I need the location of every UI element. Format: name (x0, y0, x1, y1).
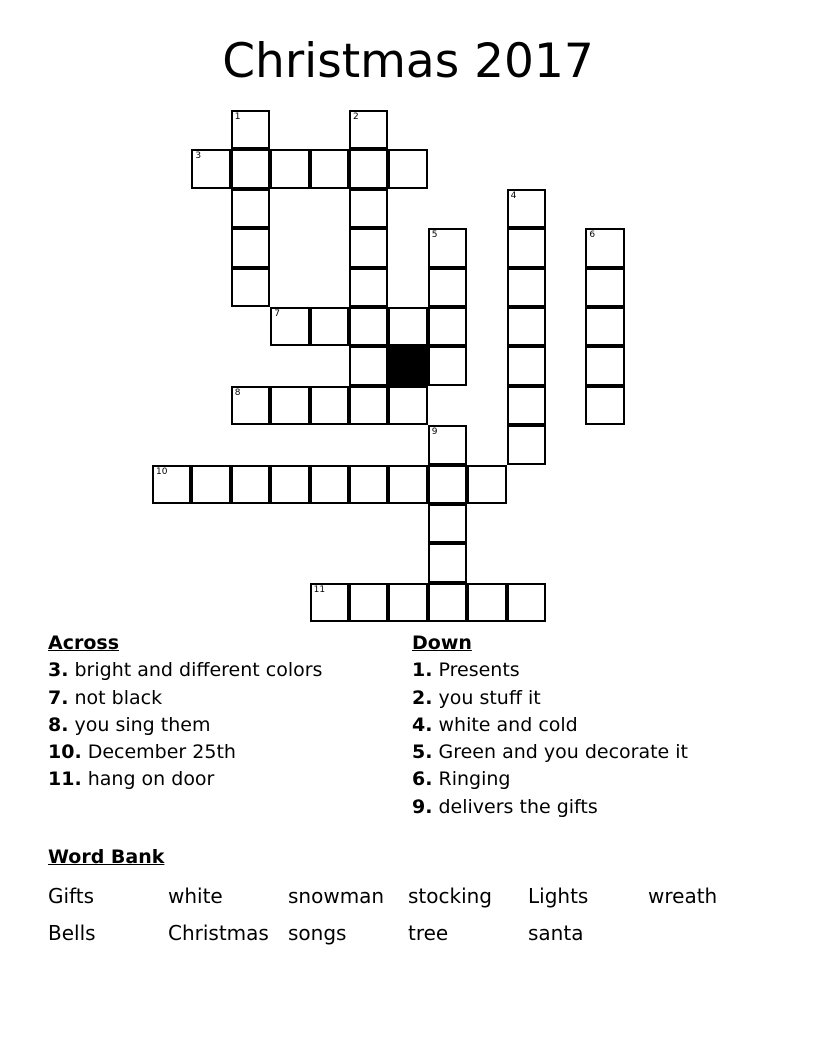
grid-cell[interactable] (388, 386, 427, 425)
grid-cell[interactable] (231, 268, 270, 307)
word-bank-word: Gifts (48, 884, 95, 908)
across-clue (48, 712, 322, 739)
grid-cell[interactable] (310, 149, 349, 188)
grid-cell[interactable] (428, 307, 467, 346)
grid-cell[interactable] (585, 346, 624, 385)
down-clue (412, 794, 688, 821)
grid-cell[interactable] (428, 268, 467, 307)
grid-cell[interactable] (191, 149, 230, 188)
grid-cell[interactable] (507, 307, 546, 346)
grid-cell[interactable] (585, 228, 624, 267)
clue-text: you stuff it (438, 686, 541, 709)
grid-cell[interactable] (270, 465, 309, 504)
grid-cell[interactable] (388, 465, 427, 504)
grid-cell[interactable] (428, 504, 467, 543)
word-bank-word: snowman (288, 884, 385, 908)
clue-text: Presents (438, 659, 520, 682)
grid-cell[interactable] (585, 307, 624, 346)
clue-number: 10. (48, 741, 82, 764)
clue-number: 3. (48, 659, 69, 682)
grid-cell[interactable] (388, 583, 427, 622)
grid-cell[interactable] (349, 149, 388, 188)
grid-cell[interactable] (231, 465, 270, 504)
grid-cell[interactable] (191, 465, 230, 504)
black-cell (388, 346, 427, 385)
grid-cell[interactable] (507, 189, 546, 228)
clue-text: you sing them (74, 713, 211, 736)
clue-number: 8 (234, 387, 241, 398)
clue-number: 9. (412, 795, 433, 818)
word-bank-word: songs (288, 921, 347, 945)
grid-cell[interactable] (349, 307, 388, 346)
grid-cell[interactable] (349, 110, 388, 149)
grid-cell[interactable] (231, 386, 270, 425)
grid-cell[interactable] (349, 228, 388, 267)
word-bank-word: stocking (408, 884, 493, 908)
clue-text: Green and you decorate it (438, 741, 688, 764)
across-clue (48, 739, 322, 766)
grid-cell[interactable] (310, 583, 349, 622)
clue-number: 10 (156, 466, 168, 477)
grid-cell[interactable] (349, 465, 388, 504)
clue-number: 7. (48, 686, 69, 709)
clue-text: not black (74, 686, 163, 709)
clue-number: 7 (274, 309, 280, 319)
grid-cell[interactable] (152, 465, 191, 504)
clue-number: 3 (195, 151, 202, 162)
grid-cell[interactable] (349, 386, 388, 425)
down-clue (412, 739, 688, 766)
grid-cell[interactable] (388, 149, 427, 188)
down-clue (412, 685, 688, 712)
grid-cell[interactable] (388, 307, 427, 346)
across-clues (48, 630, 322, 794)
clue-text: bright and different colors (74, 659, 323, 682)
page-title: Christmas 2017 (222, 34, 594, 89)
grid-cell[interactable] (428, 543, 467, 582)
clue-text: hang on door (87, 768, 215, 791)
across-clue (48, 657, 322, 684)
clue-text: delivers the gifts (438, 795, 598, 818)
down-clue (412, 712, 688, 739)
clue-text: December 25th (87, 741, 236, 764)
word-bank-word: Bells (48, 921, 96, 945)
across-clue (48, 766, 322, 793)
clue-number: 11 (313, 584, 326, 595)
grid-cell[interactable] (585, 386, 624, 425)
grid-cell[interactable] (310, 386, 349, 425)
grid-cell[interactable] (507, 268, 546, 307)
grid-cell[interactable] (270, 307, 309, 346)
down-heading: Down (412, 632, 472, 654)
clue-text: Ringing (438, 768, 511, 791)
down-clue (412, 766, 688, 793)
clue-number: 4. (412, 713, 433, 736)
grid-cell[interactable] (349, 268, 388, 307)
clue-number: 2 (353, 112, 359, 122)
grid-cell[interactable] (270, 149, 309, 188)
clue-number: 2. (412, 686, 433, 709)
word-bank-word: Lights (528, 884, 589, 908)
grid-cell[interactable] (231, 228, 270, 267)
clue-number: 5. (412, 741, 433, 764)
grid-cell[interactable] (428, 228, 467, 267)
clue-number: 8. (48, 713, 69, 736)
clue-text: white and cold (438, 713, 578, 736)
word-bank-word: tree (408, 921, 449, 945)
grid-cell[interactable] (585, 268, 624, 307)
clue-number: 1 (234, 112, 241, 122)
across-clue (48, 685, 322, 712)
clue-number: 6. (412, 768, 433, 791)
grid-cell[interactable] (231, 110, 270, 149)
clue-number: 9 (431, 427, 438, 438)
grid-cell[interactable] (507, 228, 546, 267)
down-clues (412, 630, 688, 821)
grid-cell[interactable] (428, 346, 467, 385)
grid-cell[interactable] (310, 465, 349, 504)
word-bank-word: santa (528, 921, 584, 945)
grid-cell[interactable] (507, 346, 546, 385)
grid-cell[interactable] (349, 583, 388, 622)
grid-cell[interactable] (231, 189, 270, 228)
grid-cell[interactable] (507, 425, 546, 464)
grid-cell[interactable] (428, 465, 467, 504)
across-heading: Across (48, 632, 120, 654)
grid-cell[interactable] (507, 386, 546, 425)
word-bank-word: Christmas (168, 921, 269, 945)
grid-cell[interactable] (270, 386, 309, 425)
grid-cell[interactable] (507, 583, 546, 622)
down-clue (412, 657, 688, 684)
clue-number: 1. (412, 659, 433, 682)
clue-number: 5 (431, 230, 438, 241)
grid-cell[interactable] (428, 425, 467, 464)
grid-cell[interactable] (428, 583, 467, 622)
word-bank-heading: Word Bank (48, 846, 165, 868)
word-bank-word: wreath (648, 884, 718, 908)
grid-cell[interactable] (349, 189, 388, 228)
grid-cell[interactable] (310, 307, 349, 346)
grid-cell[interactable] (349, 346, 388, 385)
clue-number: 11. (48, 768, 82, 791)
clue-number: 4 (510, 190, 517, 201)
clue-number: 6 (589, 230, 596, 241)
grid-cell[interactable] (467, 465, 506, 504)
grid-cell[interactable] (467, 583, 506, 622)
grid-cell[interactable] (231, 149, 270, 188)
word-bank-word: white (168, 884, 223, 908)
